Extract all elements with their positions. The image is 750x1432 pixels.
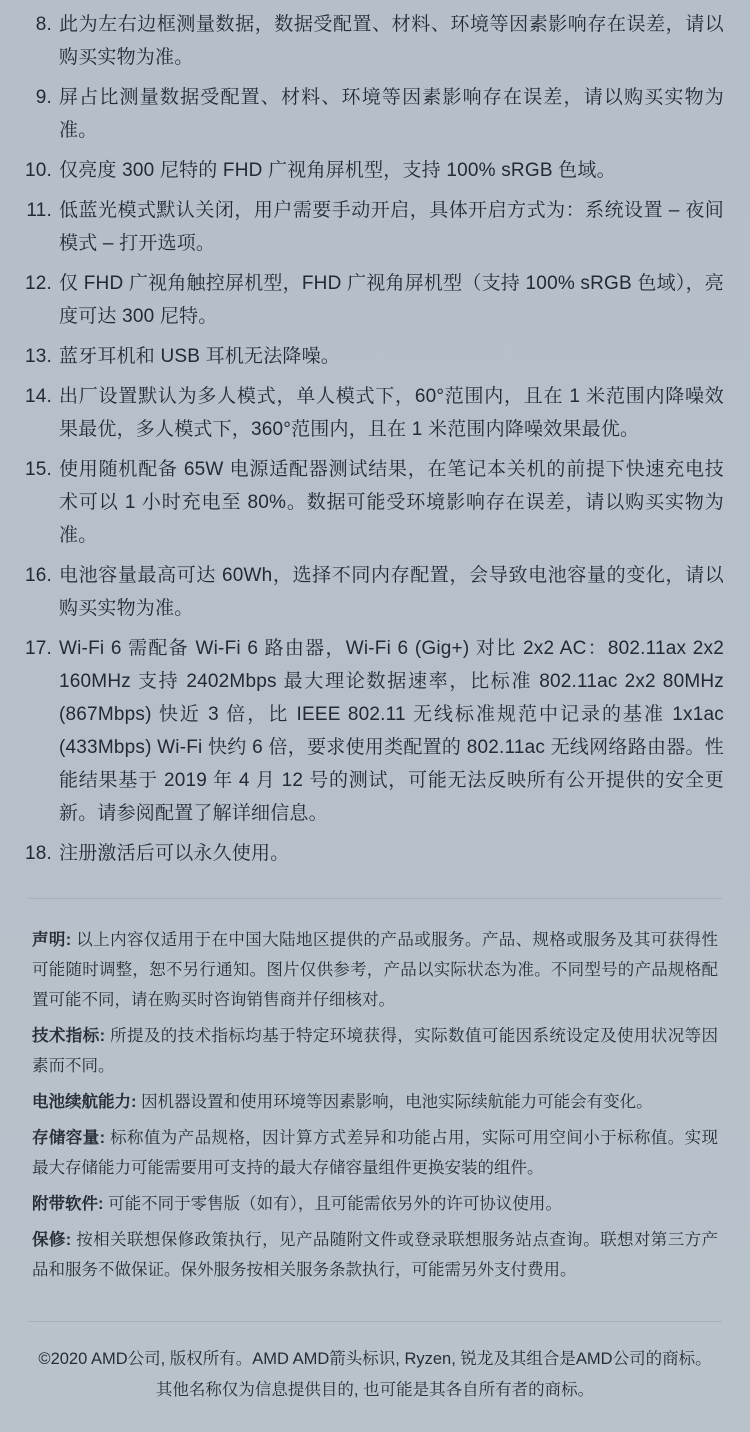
disclaimer-label: 附带软件: [32,1195,104,1213]
list-item [18,380,724,446]
disclaimer-item [32,1087,718,1117]
footnote-number: 10. [24,160,52,181]
footnote-number: 9. [35,87,52,108]
list-item [18,267,724,333]
footnote-number: 12. [24,273,52,294]
footnote-text: 出厂设置默认为多人模式，单人模式下，60°范围内，且在 1 米范围内降噪效果最优，多人模式下，360°范围内，且在 1 米范围内降噪效果最优。 [59,386,724,440]
footnote-text: 仅 FHD 广视角触控屏机型，FHD 广视角屏机型（支持 100% sRGB 色域），亮度可达 300 尼特。 [59,273,724,327]
disclaimer-item [32,1225,718,1285]
footnote-text: 电池容量最高可达 60Wh，选择不同内存配置，会导致电池容量的变化，请以购买实物为准。 [59,565,724,619]
footnote-number: 16. [24,565,52,586]
disclaimer-item [32,1123,718,1183]
list-item [18,81,724,147]
disclaimer-item [32,925,718,1015]
disclaimer-text: 以上内容仅适用于在中国大陆地区提供的产品或服务。产品、规格或服务及其可获得性可能随时调整，恕不另行通知。图片仅供参考，产品以实际状态为准。不同型号的产品规格配置可能不同，请在购买时咨询销售商并仔细核对。 [32,931,718,1009]
disclaimer-label: 声明: [32,931,72,949]
footnote-number: 11. [26,200,52,221]
list-item [18,837,724,870]
copyright-line-1: ©2020 AMD公司, 版权所有。AMD AMD箭头标识, Ryzen, 锐龙及其组合是AMD公司的商标。 [38,1350,712,1368]
list-item [18,340,724,373]
copyright-section [0,1322,750,1432]
disclaimer-item [32,1021,718,1081]
disclaimer-text: 可能不同于零售版（如有），且可能需依另外的许可协议使用。 [103,1195,562,1213]
disclaimer-label: 电池续航能力: [32,1093,137,1111]
footnote-number: 13. [24,346,52,367]
footnote-number: 17. [24,638,52,659]
disclaimer-text: 标称值为产品规格，因计算方式差异和功能占用，实际可用空间小于标称值。实现最大存储能力可能需要用可支持的最大存储容量组件更换安装的组件。 [32,1129,718,1177]
list-item [18,559,724,625]
footnote-number: 18. [24,843,52,864]
disclaimer-text: 因机器设置和使用环境等因素影响，电池实际续航能力可能会有变化。 [136,1093,653,1111]
footnote-text: 此为左右边框测量数据，数据受配置、材料、环境等因素影响存在误差，请以购买实物为准。 [59,14,724,68]
footnote-number: 8. [35,14,52,35]
list-item [18,453,724,552]
footnote-text: 蓝牙耳机和 USB 耳机无法降噪。 [59,346,341,367]
footnote-text: 仅亮度 300 尼特的 FHD 广视角屏机型，支持 100% sRGB 色域。 [59,160,616,181]
copyright-line-2: 其他名称仅为信息提供目的, 也可能是其各自所有者的商标。 [155,1381,595,1399]
footnote-number: 14. [24,386,52,407]
disclaimer-text: 按相关联想保修政策执行，见产品随附文件或登录联想服务站点查询。联想对第三方产品和服务不做保证。保外服务按相关服务条款执行，可能需另外支付费用。 [32,1231,718,1279]
disclaimer-section [0,899,750,1295]
list-item [18,8,724,74]
footnote-text: Wi-Fi 6 需配备 Wi-Fi 6 路由器，Wi-Fi 6 (Gig+) 对比 2x2 AC：802.11ax 2x2 160MHz 支持 2402Mbps 最大理论数据速率，比标准 802.11ac 2x2 80MHz (867Mbps) 快近 3 倍，比 IEEE 802.11 无线标准规范中记录的基准 1x1ac (433Mbps) Wi-Fi 快约 6 倍，要求使用类配置的 802.11ac 无线网络路由器。性能结果基于 2019 年 4 月 12 号的测试，可能无法反映所有公开提供的安全更新。请参阅配置了解详细信息。 [59,638,724,824]
disclaimer-item [32,1189,718,1219]
footnote-number: 15. [24,459,52,480]
disclaimer-label: 保修: [32,1231,72,1249]
footnote-text: 使用随机配备 65W 电源适配器测试结果，在笔记本关机的前提下快速充电技术可以 1 小时充电至 80%。数据可能受环境影响存在误差，请以购买实物为准。 [59,459,724,546]
list-item [18,194,724,260]
disclaimer-text: 所提及的技术指标均基于特定环境获得，实际数值可能因系统设定及使用状况等因素而不同。 [32,1027,718,1075]
disclaimer-label: 存储容量: [32,1129,106,1147]
list-item [18,154,724,187]
footnote-text: 低蓝光模式默认关闭，用户需要手动开启，具体开启方式为：系统设置 – 夜间模式 – 打开选项。 [59,200,724,254]
footnote-text: 屏占比测量数据受配置、材料、环境等因素影响存在误差，请以购买实物为准。 [59,87,724,141]
footnote-text: 注册激活后可以永久使用。 [59,843,290,864]
disclaimer-label: 技术指标: [32,1027,106,1045]
list-item [18,632,724,830]
